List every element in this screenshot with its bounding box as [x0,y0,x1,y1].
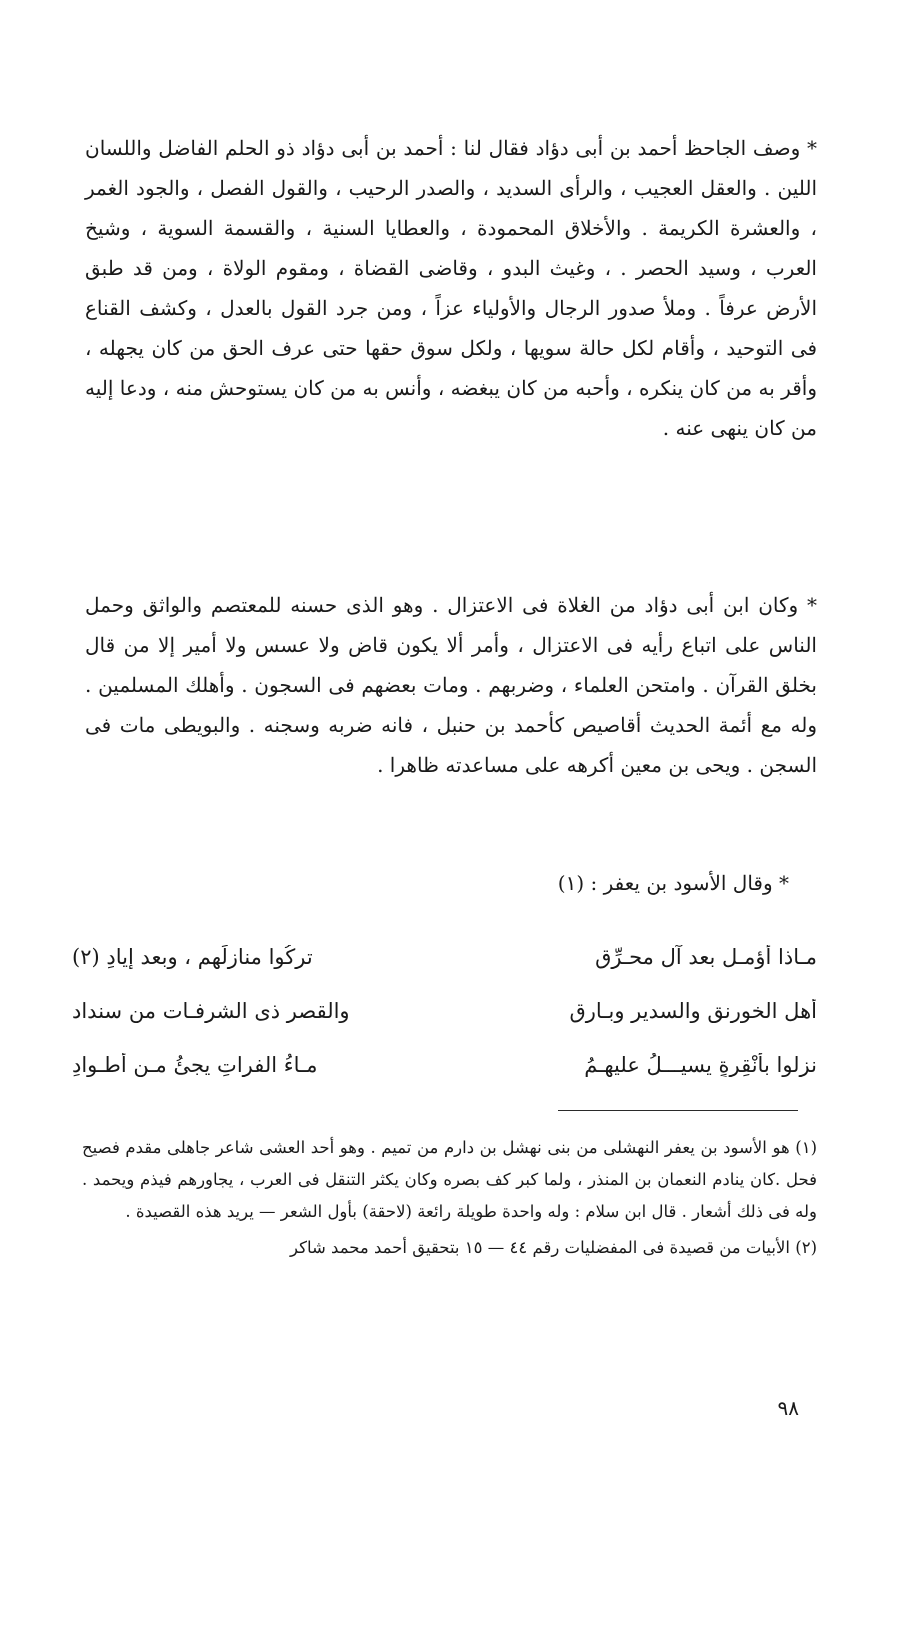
footnote-number: (٢) [795,1238,817,1257]
poem-verse [72,1038,817,1092]
footnote-divider [558,1110,798,1111]
verse-first-hemistich: مـاذا أؤمـل بعد آلِ محـرِّقٍ [595,945,817,969]
poem [72,930,817,1092]
paragraph-jahiz-description: * وصف الجاحظ أحمد بن أبى دؤاد فقال لنا : أحمد بن أبى دؤاد ذو الحلم الفاضل واللسان اللين . والعقل العجيب ، والرأى السديد ، والصدر الرحيب ، والقول الفصل ، والجود الغمر ، والعشرة الكريمة . والأخلاق المحمودة ، والعطايا السنية ، والقسمة السوية ، وشيخ العرب ، وسيد الحصر . ، وغيث البدو ، وقاضى القضاة ، ومقوم الولاة ، ومن قد طبق الأرض عرفاً . وملأ صدور الرجال والأولياء عزاً ، ومن جرد القول بالعدل ، وكشف القناع فى التوحيد ، وأقام لكل حالة سويها ، ولكل سوق حقها حتى عرف الحق من كان يجهله ، وأقر به من كان ينكره ، وأحبه من كان يبغضه ، وأنس به من كان يستوحش منه ، ودعا إليه من كان ينهى عنه . [85,136,817,440]
footnote-text: الأبيات من قصيدة فى المفضليات رقم ٤٤ — ١٥ بتحقيق أحمد محمد شاكر [289,1238,790,1257]
verse-second-hemistich: تركُوا منازلَهم ، وبعد إيادِ (٢) [72,945,313,969]
page-number: ٩٨ [777,1396,799,1420]
footnote-text: هو الأسود بن يعفر النهشلى من بنى نهشل بن دارم من تميم . وهو أحد العشى شاعر جاهلى مقدم فصيح فحل .كان ينادم النعمان بن المنذر ، ولما كبر كف بصره وكان يكثر التنقل فى العرب ، يجاورهم فيذم ويحمد . وله فى ذلك أشعار . قال ابن سلام : وله واحدة طويلة رائعة (لاحقة) بأول الشعر — يريد هذه القصيدة . [82,1138,817,1221]
poem-verse [72,984,817,1038]
footnote-2 [82,1232,817,1264]
verse-second-hemistich: مـاءُ الفراتِ يجئُ مـن أطـوادِ [72,1053,318,1077]
footnotes [82,1132,817,1268]
poem-intro: * وقال الأسود بن يعفر : (١) [557,871,789,895]
poem-verse [72,930,817,984]
footnote-1 [82,1132,817,1228]
verse-first-hemistich: نزلوا بأنْقِرةٍ يسيـــلُ عليهـمُ [584,1053,817,1077]
paragraph-mutazila: * وكان ابن أبى دؤاد من الغلاة فى الاعتزال . وهو الذى حسنه للمعتصم والواثق وحمل الناس على اتباع رأيه فى الاعتزال ، وأمر ألا يكون قاض ولا عسس ولا أمير إلا من قال بخلق القرآن . وامتحن العلماء ، وضربهم . ومات بعضهم فى السجون . وأهلك المسلمين . وله مع أئمة الحديث أقاصيص كأحمد بن حنبل ، فانه ضربه وسجنه . والبويطى مات فى السجن . ويحى بن معين أكرهه على مساعدته ظاهرا . [85,593,817,777]
footnote-number: (١) [795,1138,817,1157]
verse-second-hemistich: والقصر ذى الشرفـات من سنداد [72,999,350,1023]
verse-first-hemistich: أهلِ الخورنقِ والسدير وبـارقٍ [569,999,817,1023]
